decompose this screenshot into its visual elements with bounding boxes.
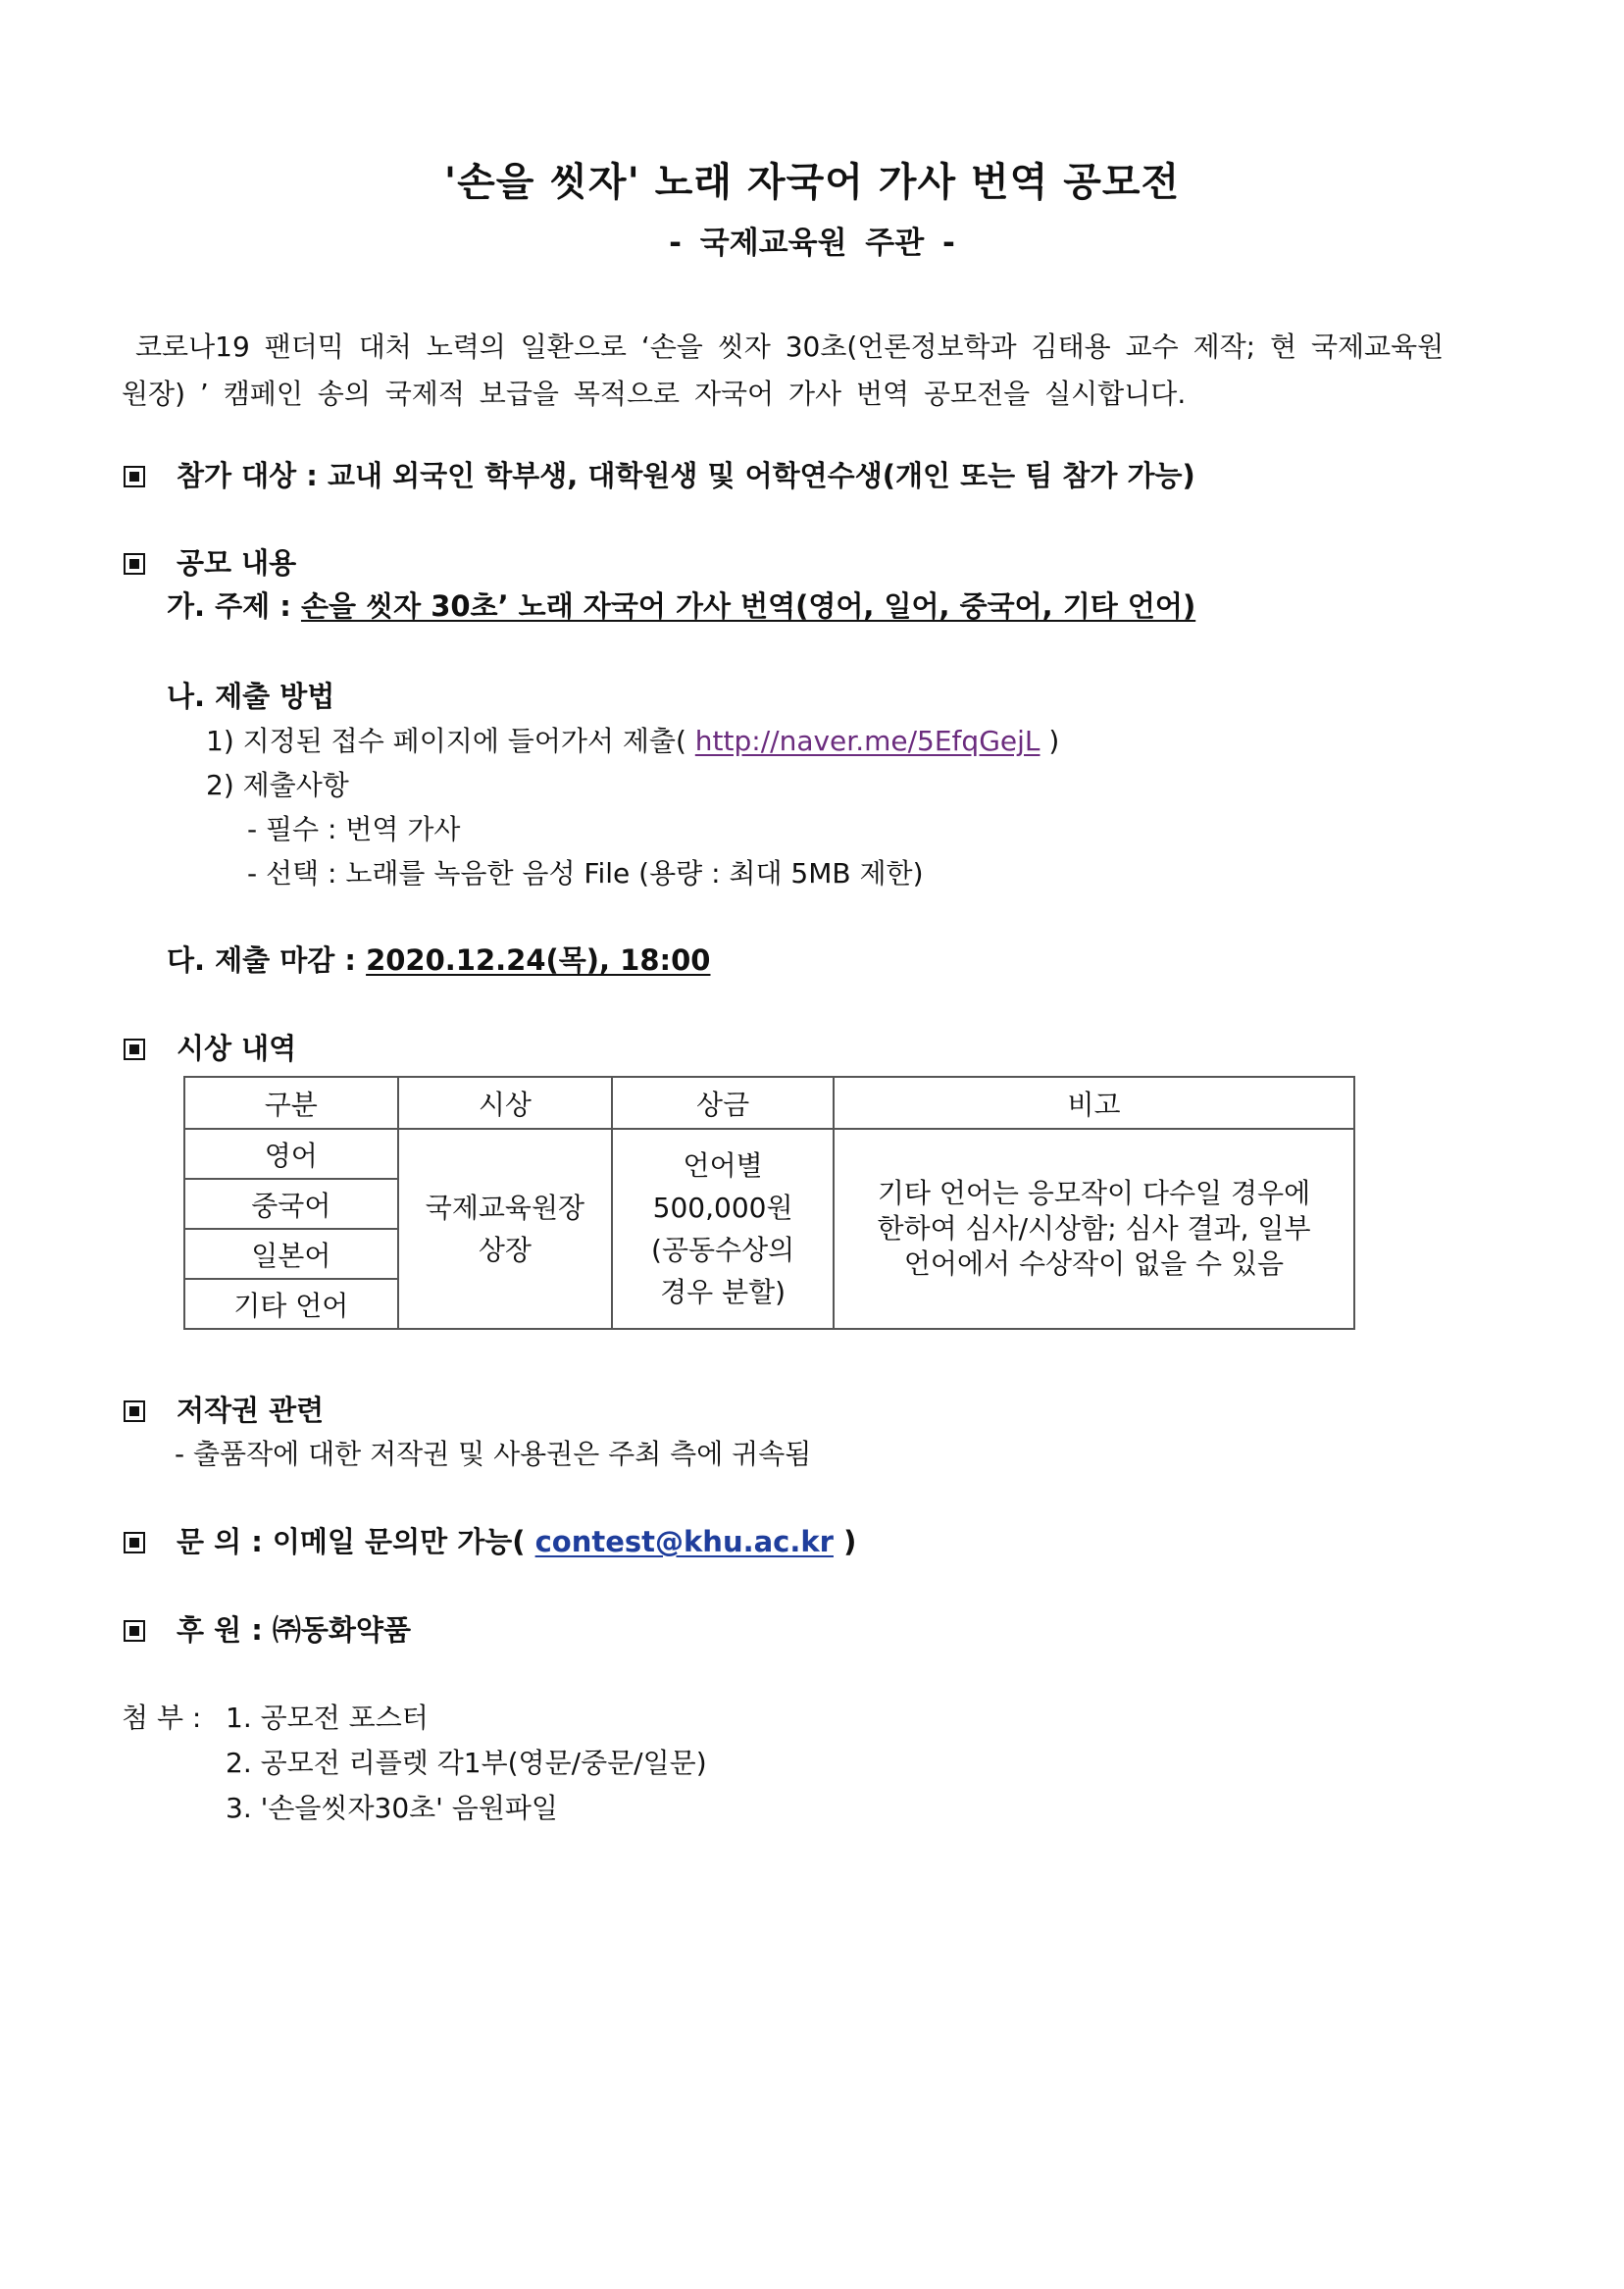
header-category: 구분 [184,1077,398,1129]
note-line: 한하여 심사/시상함; 심사 결과, 일부 [877,1212,1311,1245]
note-line: 언어에서 수상작이 없을 수 있음 [903,1247,1285,1280]
square-bullet-icon [124,553,145,575]
submission-link[interactable]: http://naver.me/5EfqGejL [694,725,1040,757]
awards-table [183,1076,1355,1330]
note-line: 기타 언어는 응모작이 다수일 경우에 [877,1177,1311,1209]
step-1-close: ) [1048,725,1060,757]
attachment-item: 2. 공모전 리플렛 각1부(영문/중문/일문) [226,1747,707,1779]
header-award: 시상 [398,1077,613,1129]
page-subtitle: - 국제교육원 주관 - [669,226,955,261]
eligibility-section [124,454,1195,494]
eligibility-label: 참가 대상 : [177,459,328,492]
copyright-text: - 출품작에 대한 저작권 및 사용권은 주최 측에 귀속됨 [175,1438,812,1470]
deadline-line [167,939,710,979]
method-heading: 나. 제출 방법 [167,680,335,713]
sponsor-value: ㈜동화약품 [272,1613,411,1647]
square-bullet-icon [124,1039,145,1060]
category-japanese: 일본어 [184,1229,398,1279]
step-1-text: 1) 지정된 접수 페이지에 들어가서 제출( [206,725,686,757]
square-bullet-icon [124,466,145,487]
page-title: '손을 씻자' 노래 자국어 가사 번역 공모전 [443,160,1181,205]
awards-heading-text: 시상 내역 [177,1032,297,1065]
topic-label: 가. 주제 : [167,589,301,623]
award-line: 국제교육원장 [425,1192,585,1224]
award-line: 상장 [478,1234,532,1266]
prize-cell [612,1129,834,1329]
prize-line: 경우 분할) [660,1276,787,1308]
table-row [184,1129,1354,1179]
square-bullet-icon [124,1532,145,1553]
header-prize: 상금 [612,1077,834,1129]
inquiry-close: ) [843,1525,857,1558]
inquiry-label: 문 의 : [177,1525,273,1558]
contest-heading-text: 공모 내용 [177,546,297,580]
table-header-row [184,1077,1354,1129]
inquiry-text: 이메일 문의만 가능( [272,1525,526,1558]
attachments-label: 첨 부 : [122,1702,202,1734]
required-item: - 필수 : 번역 가사 [247,813,461,845]
square-bullet-icon [124,1620,145,1642]
topic-value: 손을 씻자 30초’ 노래 자국어 가사 번역(영어, 일어, 중국어, 기타 언어) [300,589,1196,623]
deadline-value: 2020.12.24(목), 18:00 [366,943,711,977]
sponsor-label: 후 원 : [177,1613,273,1647]
category-english: 영어 [184,1129,398,1179]
attachment-item: 1. 공모전 포스터 [226,1702,429,1734]
header-note: 비고 [834,1077,1354,1129]
copyright-heading-text: 저작권 관련 [177,1394,325,1427]
contact-email-link[interactable]: contest@khu.ac.kr [534,1525,834,1558]
topic-line [167,585,1195,625]
award-cell [398,1129,613,1329]
prize-line: (공동수상의 [651,1234,795,1266]
deadline-label: 다. 제출 마감 : [167,943,367,977]
sponsor-line [124,1608,411,1649]
attachment-item: 3. '손을씻자30초' 음원파일 [226,1792,558,1824]
optional-item: - 선택 : 노래를 녹음한 음성 File (용량 : 최대 5MB 제한) [247,857,924,890]
step-1 [206,720,1059,759]
prize-line: 언어별 [683,1149,763,1182]
intro-paragraph: 코로나19 팬더믹 대처 노력의 일환으로 ‘손을 씻자 30초(언론정보학과 김태용 교수 제작; 현 국제교육원 원장) ’ 캠페인 송의 국제적 보급을 목적으로 자국어 가사 번역 공모전을 실시합니다. [122,331,1445,410]
eligibility-value: 교내 외국인 학부생, 대학원생 및 어학연수생(개인 또는 팀 참가 가능) [327,459,1195,492]
prize-line: 500,000원 [652,1192,793,1224]
category-other: 기타 언어 [184,1279,398,1329]
square-bullet-icon [124,1400,145,1422]
category-chinese: 중국어 [184,1179,398,1229]
note-cell [834,1129,1354,1329]
awards-heading [124,1027,296,1067]
contest-heading [124,541,296,582]
step-2: 2) 제출사항 [206,769,349,801]
copyright-heading [124,1389,324,1429]
inquiry-line [124,1520,856,1560]
